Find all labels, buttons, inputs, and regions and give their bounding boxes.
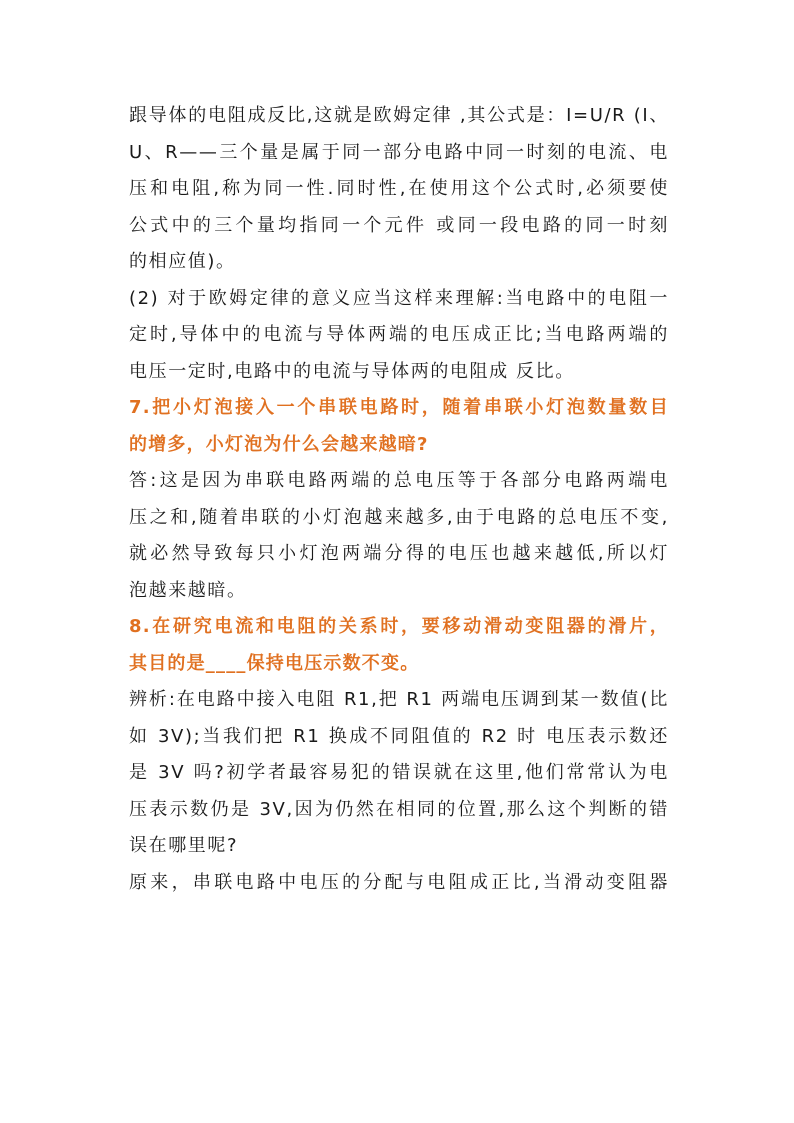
text-line: 跟导体的电阻成反比,这就是欧姆定律 ,其公式是：I=U/R (I、: [129, 105, 669, 126]
text-line: 压和电阻,称为同一性.同时性,在使用这个公式时,必须要使: [129, 178, 669, 199]
heading-line: 其目的是____保持电压示数不变。: [129, 652, 420, 674]
paragraph-ohm-meaning: [129, 281, 669, 391]
text-line: (2) 对于欧姆定律的意义应当这样来理解:当电路中的电阻一: [129, 287, 669, 309]
text-line: 辨析:在电路中接入电阻 R1,把 R1 两端电压调到某一数值(比: [129, 689, 669, 710]
question-8-heading: [129, 609, 669, 682]
text-line: 泡越来越暗。: [129, 579, 247, 601]
text-line: 公式中的三个量均指同一个元件 或同一段电路的同一时刻: [129, 214, 669, 236]
heading-line: 7.把小灯泡接入一个串联电路时，随着串联小灯泡数量数目: [129, 397, 669, 418]
analysis-8: [129, 682, 669, 865]
text-line: 就必然导致每只小灯泡两端分得的电压也越来越低,所以灯: [129, 543, 669, 564]
text-line: 定时,导体中的电流与导体两端的电压成正比;当电路两端的: [129, 324, 669, 345]
text-line: U、R——三个量是属于同一部分电路中同一时刻的电流、电: [129, 141, 669, 163]
question-7-heading: [129, 390, 669, 463]
text-line: 答:这是因为串联电路两端的总电压等于各部分电路两端电: [129, 470, 669, 491]
text-line: 电压一定时,电路中的电流与导体两的电阻成 反比。: [129, 360, 575, 382]
answer-7: [129, 463, 669, 609]
text-line: 误在哪里呢?: [129, 835, 239, 856]
text-line: 是 3V 吗?初学者最容易犯的错误就在这里,他们常常认为电: [129, 762, 669, 783]
paragraph-ohm-definition: [129, 98, 669, 281]
text-line: 如 3V);当我们把 R1 换成不同阻值的 R2 时 电压表示数还: [129, 725, 669, 747]
text-line: 压之和,随着串联的小灯泡越来越多,由于电路的总电压不变,: [129, 506, 669, 528]
heading-line: 8.在研究电流和电阻的关系时，要移动滑动变阻器的滑片，: [129, 616, 669, 637]
explanation-8: [129, 865, 669, 902]
text-line: 原来，串联电路中电压的分配与电阻成正比,当滑动变阻器: [129, 871, 669, 893]
text-line: 压表示数仍是 3V,因为仍然在相同的位置,那么这个判断的错: [129, 798, 669, 820]
text-line: 的相应值)。: [129, 251, 236, 272]
heading-line: 的增多，小灯泡为什么会越来越暗?: [129, 433, 429, 455]
document-body: [129, 98, 669, 901]
